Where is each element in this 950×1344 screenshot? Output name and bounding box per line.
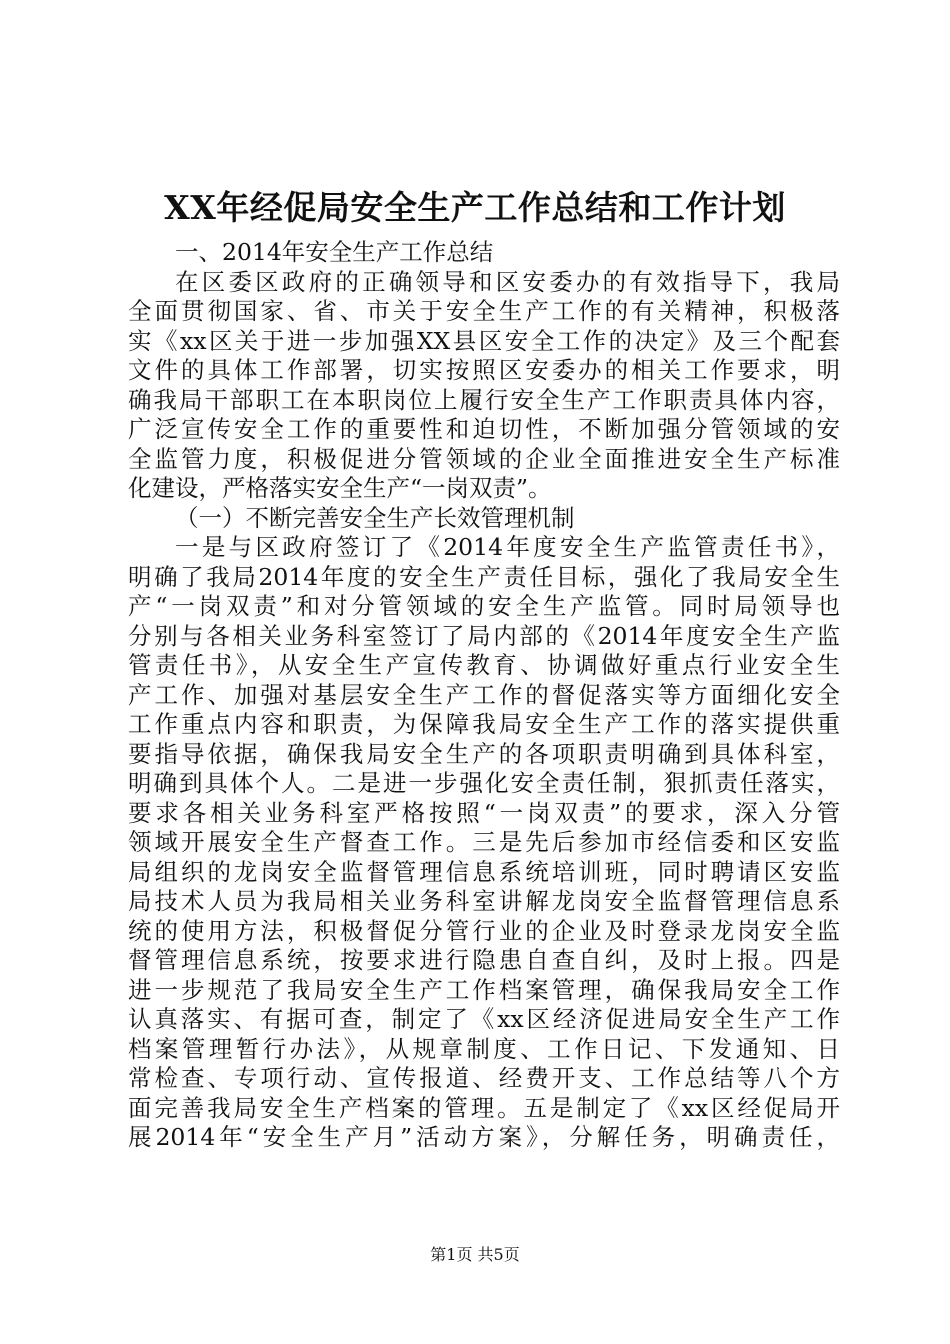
text-line: 全监管力度，积极促进分管领域的企业全面推进安全生产标准: [128, 444, 840, 473]
text-line: 领域开展安全生产督查工作。三是先后参加市经信委和区安监: [128, 828, 840, 856]
text-line: 统的使用方法，积极督促分管行业的企业及时登录龙岗安全监: [128, 916, 840, 945]
text-line: 要求各相关业务科室严格按照“一岗双责”的要求，深入分管: [128, 798, 840, 827]
text-line: 局组织的龙岗安全监督管理信息系统培训班，同时聘请区安监: [128, 857, 840, 886]
text-line: 产“一岗双责”和对分管领域的安全生产监管。同时局领导也: [128, 592, 840, 620]
text-line: 要指导依据，确保我局安全生产的各项职责明确到具体科室，: [128, 739, 840, 768]
text-line: 全面贯彻国家、省、市关于安全生产工作的有关精神，积极落: [128, 297, 840, 325]
text-line: 管责任书》，从安全生产宣传教育、协调做好重点行业安全生: [128, 651, 840, 679]
section-heading: 一、2014年安全生产工作总结: [175, 238, 494, 266]
page-number-footer: 第1页 共5页: [430, 1245, 520, 1264]
text-line: 展2014年“安全生产月”活动方案》，分解任务，明确责任，: [128, 1123, 840, 1151]
text-line: 档案管理暂行办法》，从规章制度、工作日记、下发通知、日: [128, 1034, 840, 1063]
text-line: 明确到具体个人。二是进一步强化安全责任制，狠抓责任落实，: [128, 769, 840, 797]
text-line: 文件的具体工作部署，切实按照区安委办的相关工作要求，明: [128, 356, 840, 384]
text-line: 产工作、加强对基层安全生产工作的督促落实等方面细化安全: [128, 680, 840, 709]
text-line: 实《xx区关于进一步加强XX县区安全工作的决定》及三个配套: [128, 326, 840, 355]
text-line: 常检查、专项行动、宣传报道、经费开支、工作总结等八个方: [128, 1064, 840, 1092]
document-body: [128, 238, 840, 1153]
text-line: 局技术人员为我局相关业务科室讲解龙岗安全监督管理信息系: [128, 887, 840, 915]
text-line: 进一步规范了我局安全生产工作档案管理，确保我局安全工作: [128, 975, 840, 1004]
text-line: 督管理信息系统，按要求进行隐患自查自纠，及时上报。四是: [128, 946, 840, 974]
text-line: 明确了我局2014年度的安全生产责任目标，强化了我局安全生: [128, 562, 840, 591]
text-line: 分别与各相关业务科室签订了局内部的《2014年度安全生产监: [128, 621, 840, 650]
text-line: 工作重点内容和职责，为保障我局安全生产工作的落实提供重: [128, 710, 840, 738]
text-line: 在区委区政府的正确领导和区安委办的有效指导下，我局: [175, 267, 840, 296]
text-line: 化建设，严格落实安全生产“一岗双责”。: [128, 474, 552, 502]
text-line: 确我局干部职工在本职岗位上履行安全生产工作职责具体内容，: [128, 385, 840, 414]
text-line: 广泛宣传安全工作的重要性和迫切性，不断加强分管领域的安: [128, 415, 840, 443]
text-line: 面完善我局安全生产档案的管理。五是制定了《xx区经促局开: [128, 1093, 840, 1122]
document-title: XX年经促局安全生产工作总结和工作计划: [164, 188, 786, 227]
subsection-heading: （一）不断完善安全生产长效管理机制: [175, 503, 575, 532]
text-line: 认真落实、有据可查，制定了《xx区经济促进局安全生产工作: [128, 1005, 840, 1033]
text-line: 一是与区政府签订了《2014年度安全生产监管责任书》，: [175, 533, 840, 561]
